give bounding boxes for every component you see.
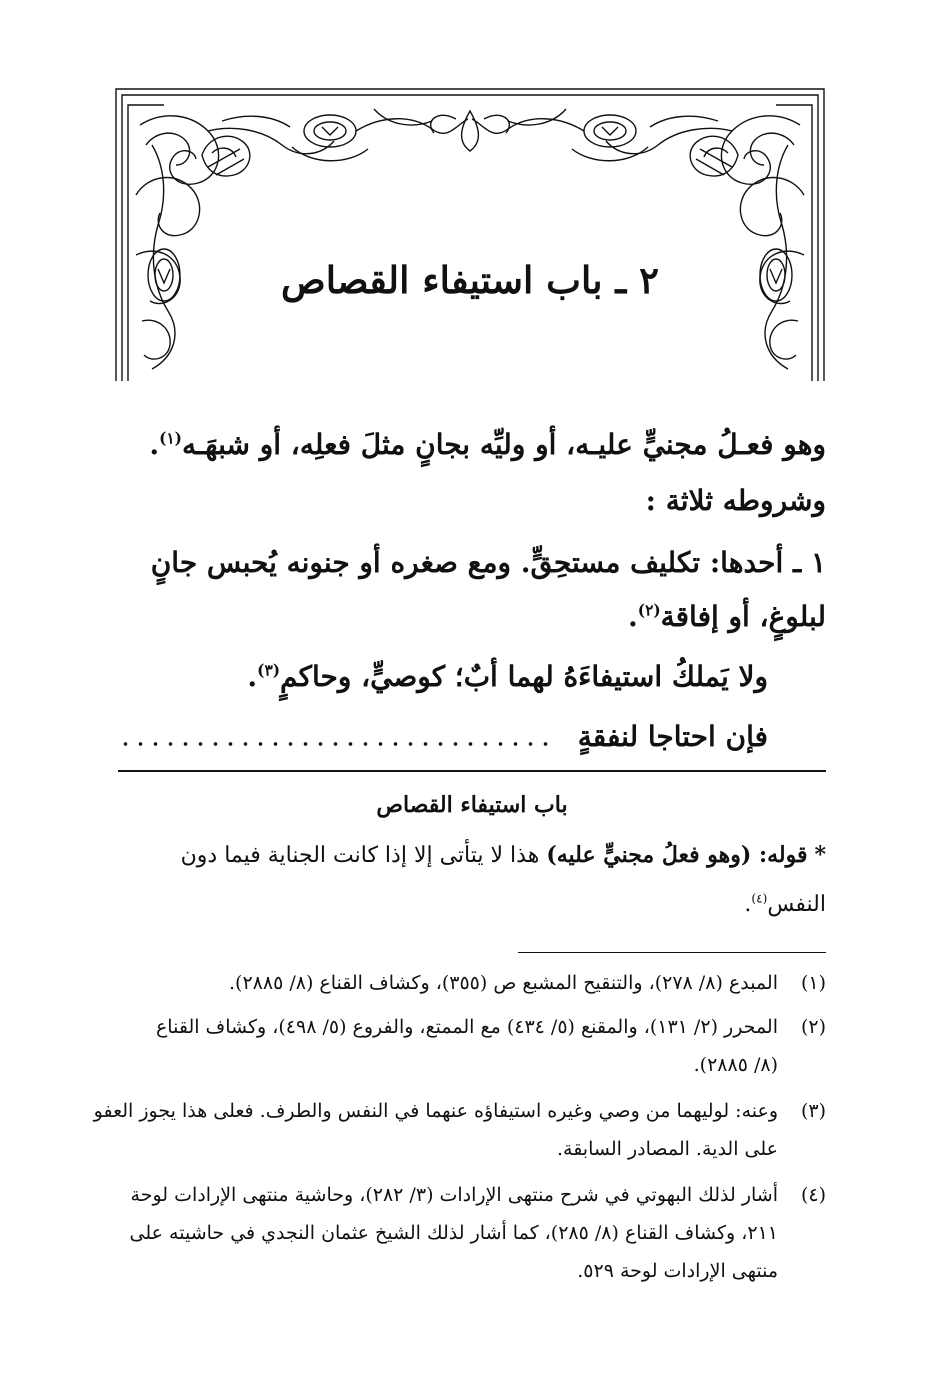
star-bullet-icon: * [814,842,826,868]
footnote-2-continuation: (٨/ ٢٨٨٥). [693,1054,778,1076]
footnote-4-continuation: منتهى الإرادات لوحة ٥٢٩. [577,1260,778,1282]
footnote-4 [131,1184,826,1206]
matn-line-1-end: . [149,428,160,461]
matn-line-5-text: ولا يَملكُ استيفاءَهُ لهما أبٌ؛ كوصيٍّ، وحاكمٍ [280,660,768,693]
footnote-1 [229,972,826,994]
footnote-number: (٤) [800,1184,826,1206]
matn-line-2: وشروطه ثلاثة : [645,484,826,517]
matn-line-5-end: . [247,660,258,693]
footnote-3 [94,1100,826,1122]
footnote-number: (٢) [800,1016,826,1038]
footnote-separator-rule [518,952,826,953]
matn-line-3: ١ ـ أحدها: تكليف مستحِقٍّ. ومع صغره أو جنونه يُحبس جانٍ [150,546,826,579]
footnote-ref-2: (٢) [637,601,661,620]
commentary-line-2-end: . [744,892,752,917]
commentary-line-1 [181,842,826,868]
continuation-dots [118,742,552,746]
matn-line-1-text: وهو فعـلُ مجنيٍّ عليـه، أو وليِّه بجانٍ مثلَ فعلِه، أو شبهَـه [181,428,826,461]
footnote-text: وعنه: لوليهما من وصي وغيره استيفاؤه عنهما في النفس والطرف. فعلى هذا يجوز العفو [93,1100,778,1122]
footnote-3-continuation: على الدية. المصادر السابقة. [556,1138,778,1160]
matn-line-4 [628,600,826,633]
matn-line-6: فإن احتاجا لنفقةٍ [577,720,768,753]
commentary-title: باب استيفاء القصاص [376,792,568,818]
commentary-quote: قوله: (وهو فعلُ مجنيٍّ عليه) [546,842,808,868]
matn-line-4-end: . [628,600,638,633]
matn-line-5 [247,660,768,693]
matn-line-4-text: لبلوغٍ، أو إفاقة [660,600,826,633]
footnote-number: (١) [800,972,826,994]
footnote-4-continuation: ٢١١، وكشاف القناع (٨/ ٢٨٥)، كما أشار لذلك الشيخ عثمان النجدي في حاشيته على [129,1222,778,1244]
footnote-text: المحرر (٢/ ١٣١)، والمقنع (٥/ ٤٣٤) مع الممتع، والفروع (٥/ ٤٩٨)، وكشاف القناع [155,1016,778,1038]
footnote-ref-4: (٤) [751,891,768,906]
arabesque-frame-ornament [112,85,828,381]
chapter-title: ٢ ـ باب استيفاء القصاص [280,258,659,302]
commentary-line-2-text: النفس [767,892,826,917]
matn-line-1 [149,428,826,461]
footnote-2 [156,1016,826,1038]
footnote-number: (٣) [800,1100,826,1122]
footnote-text: المبدع (٨/ ٢٧٨)، والتنقيح المشبع ص (٣٥٥)، وكشاف القناع (٨/ ٢٨٨٥). [229,972,778,994]
footnote-ref-3: (٣) [257,661,281,680]
commentary-line-1-rest: هذا لا يتأتى إلا إذا كانت الجناية فيما دون [180,843,540,868]
commentary-line-2 [744,892,826,917]
footnote-text: أشار لذلك البهوتي في شرح منتهى الإرادات (٣/ ٢٨٢)، وحاشية منتهى الإرادات لوحة [130,1184,778,1206]
matn-separator-rule [118,770,826,772]
footnote-ref-1: (١) [159,429,182,448]
